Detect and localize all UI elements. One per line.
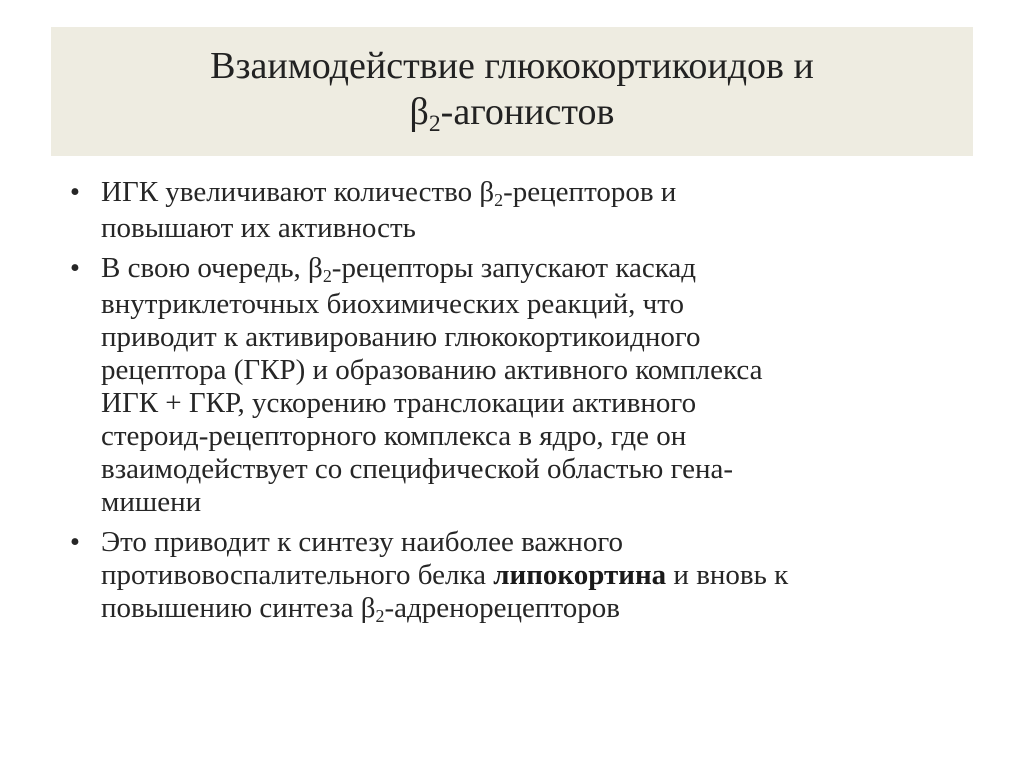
bullet-2-line-6: стероид-рецепторного комплекса в ядро, где он (101, 420, 687, 452)
text-run: -адренорецепторов (384, 592, 620, 624)
bold-term: липокортина (493, 559, 667, 591)
bullet-2-line-3: приводит к активированию глюкокортикоидного (101, 321, 701, 353)
text-run: -рецепторы запускают каскад (331, 252, 696, 284)
bullet-3-line-2 (101, 559, 960, 592)
subscript-2: 2 (375, 606, 385, 627)
bullet-dot-icon: • (69, 176, 81, 208)
bullet-dot-icon: • (69, 252, 81, 284)
bullet-item (60, 526, 960, 628)
bullet-3-line-3 (101, 592, 960, 628)
bullet-2-line-4: рецептора (ГКР) и образованию активного комплекса (101, 354, 763, 386)
title-band (51, 27, 973, 156)
beta-symbol: β (409, 91, 429, 133)
title-line-2 (210, 89, 814, 140)
bullet-2-line-8: мишени (101, 486, 202, 518)
text-run: ИГК увеличивают количество β (101, 176, 495, 208)
text-run: повышению синтеза β (101, 592, 376, 624)
bullet-item (60, 176, 960, 245)
title-line-1: Взаимодействие глюкокортикоидов и (210, 45, 814, 87)
bullet-1-line-1 (101, 176, 960, 212)
bullet-dot-icon: • (69, 526, 81, 558)
text-run: противовоспалительного белка (101, 559, 494, 591)
bullet-2-line-7: взаимодействует со специфической областью гена- (101, 453, 734, 485)
subscript-2: 2 (494, 190, 504, 211)
bullet-2-line-5: ИГК + ГКР, ускорению транслокации активного (101, 387, 697, 419)
text-run: В свою очередь, β (101, 252, 323, 284)
text-run: и вновь к (666, 559, 789, 591)
title-line-2-text: -агонистов (440, 91, 615, 133)
slide-title (210, 43, 814, 140)
bullet-3-line-1: Это приводит к синтезу наиболее важного (101, 526, 623, 558)
subscript-2: 2 (428, 110, 441, 137)
bullet-2-line-2: внутриклеточных биохимических реакций, что (101, 288, 685, 320)
bullet-2-line-1 (101, 252, 960, 288)
text-run: -рецепторов и (503, 176, 677, 208)
subscript-2: 2 (322, 266, 332, 287)
bullet-list (60, 176, 960, 628)
bullet-item (60, 252, 960, 519)
bullet-1-line-2: повышают их активность (101, 212, 416, 244)
slide-content (60, 176, 960, 635)
